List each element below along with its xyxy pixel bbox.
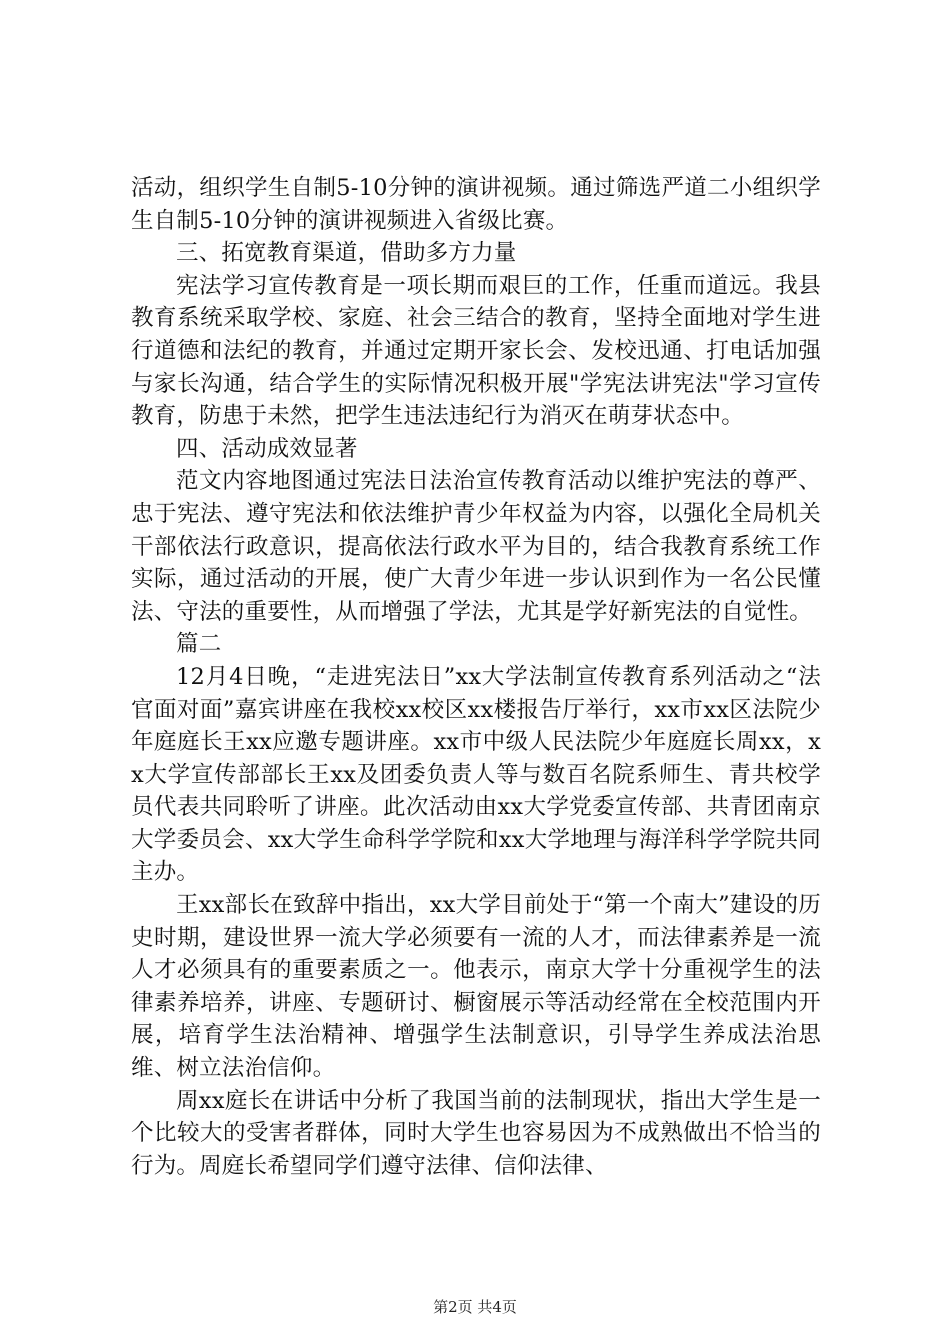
paragraph-continuation: 活动，组织学生自制5-10分钟的演讲视频。通过筛选严道二小组织学生自制5-10分钟的演讲视频进入省级比赛。 xyxy=(131,175,821,234)
paragraph: 范文内容地图通过宪法日法治宣传教育活动以维护宪法的尊严、忠于宪法、遵守宪法和依法维护青少年权益为内容，以强化全局机关干部依法行政意识，提高依法行政水平为目的，结合我教育系统工作实际，通过活动的开展，使广大青少年进一步认识到作为一名公民懂法、守法的重要性，从而增强了学法，尤其是学好新宪法的自觉性。 xyxy=(131,468,821,625)
paragraph: 王xx部长在致辞中指出，xx大学目前处于“第一个南大”建设的历史时期，建设世界一流大学必须要有一流的人才，而法律素养是一流人才必须具有的重要素质之一。他表示，南京大学十分重视学生的法律素养培养，讲座、专题研讨、橱窗展示等活动经常在全校范围内开展，培育学生法治精神、增强学生法制意识，引导学生养成法治思维、树立法治信仰。 xyxy=(131,892,821,1082)
section-heading-4: 四、活动成效显著 xyxy=(176,435,358,462)
paragraph: 周xx庭长在讲话中分析了我国当前的法制现状，指出大学生是一个比较大的受害者群体，同时大学生也容易因为不成熟做出不恰当的行为。周庭长希望同学们遵守法律、信仰法律、 xyxy=(131,1087,821,1179)
page-number-footer: 第2页 共4页 xyxy=(433,1298,517,1316)
part-heading: 篇二 xyxy=(176,631,222,658)
document-body xyxy=(131,172,821,1182)
section-heading-3: 三、拓宽教育渠道，借助多方力量 xyxy=(176,240,517,267)
paragraph: 宪法学习宣传教育是一项长期而艰巨的工作，任重而道远。我县教育系统采取学校、家庭、社会三结合的教育，坚持全面地对学生进行道德和法纪的教育，并通过定期开家长会、发校迅通、打电话加强与家长沟通，结合学生的实际情况积极开展"学宪法讲宪法"学习宣传教育，防患于未然，把学生违法违纪行为消灭在萌芽状态中。 xyxy=(131,272,821,430)
paragraph: 12月4日晚，“走进宪法日”xx大学法制宣传教育系列活动之“法官面对面”嘉宾讲座在我校xx校区xx楼报告厅举行，xx市xx区法院少年庭庭长王xx应邀专题讲座。xx市中级人民法院少年庭庭长周xx，xx大学宣传部部长王xx及团委负责人等与数百名院系师生、青共校学员代表共同聆听了讲座。此次活动由xx大学党委宣传部、共青团南京大学委员会、xx大学生命科学学院和xx大学地理与海洋科学学院共同主办。 xyxy=(131,663,821,886)
